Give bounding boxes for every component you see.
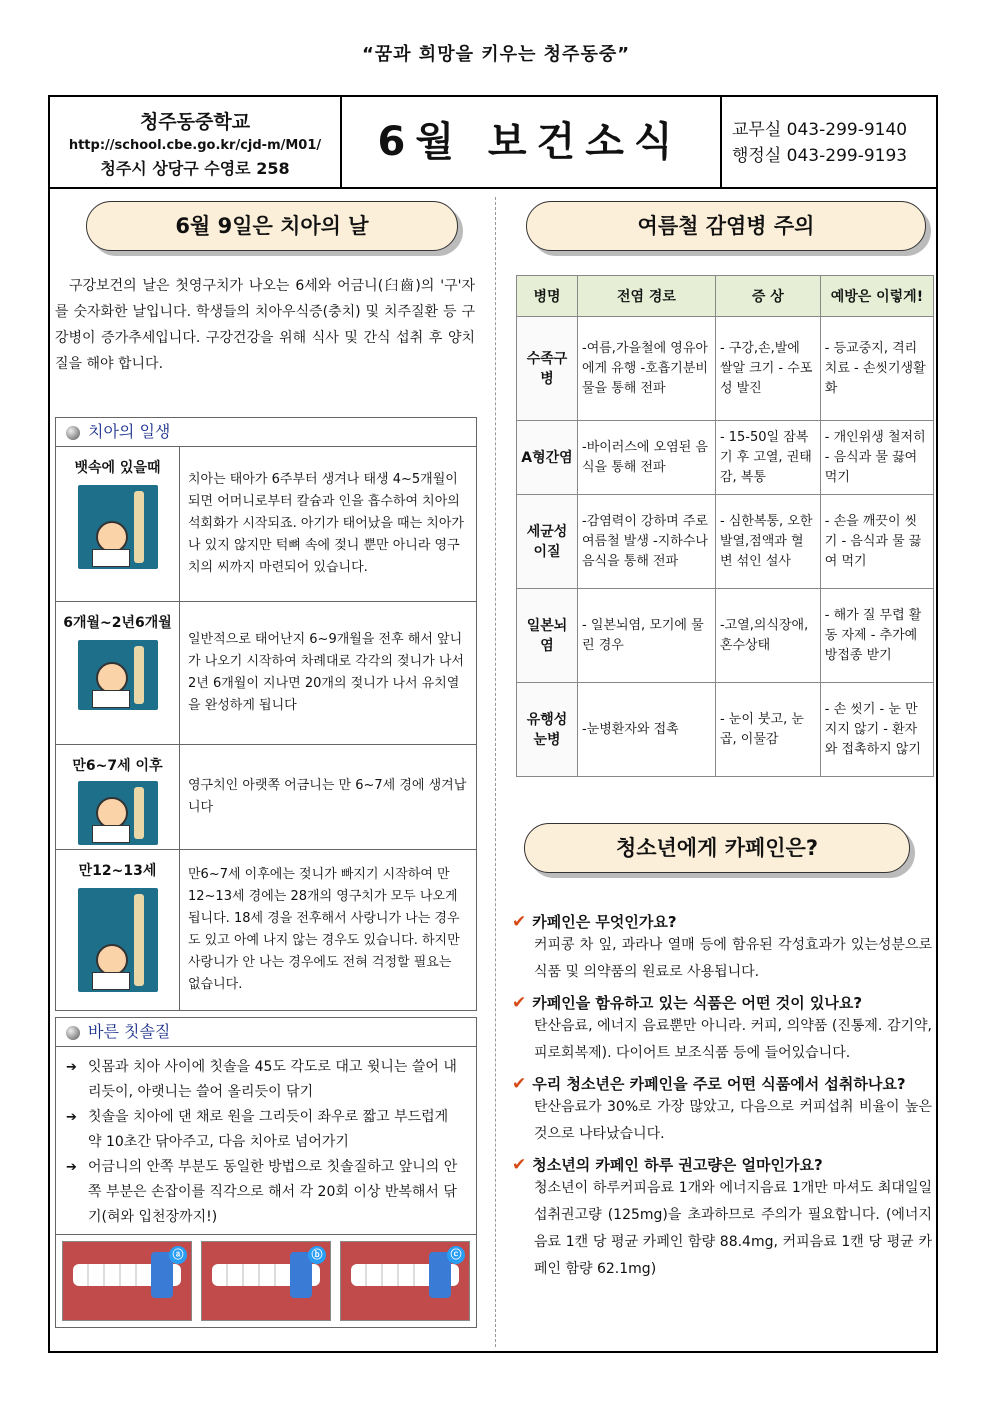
- image-tag: ⓒ: [447, 1246, 465, 1264]
- col-header: 증 상: [715, 276, 820, 317]
- brushing-steps: [56, 1047, 476, 1234]
- disease-name: 수족구병: [517, 317, 578, 421]
- life-stage-label: 만12~13세: [78, 863, 157, 879]
- newsletter-frame: [48, 95, 938, 1353]
- image-tag: ⓑ: [308, 1246, 326, 1264]
- growth-chart-illustration: [78, 888, 158, 992]
- life-text: 영구치인 아랫쪽 어금니는 만 6~7세 경에 생겨납니다: [188, 778, 467, 815]
- disease-name: 일본뇌염: [517, 589, 578, 683]
- table-row: [517, 589, 934, 683]
- infection-table: [516, 275, 934, 777]
- infection-route: - 일본뇌염, 모기에 물린 경우: [578, 589, 716, 683]
- motto: “꿈과 희망을 키우는 청주동중”: [361, 44, 631, 65]
- disease-name: 유행성눈병: [517, 683, 578, 777]
- caffeine-title: 청소년에게 카페인은?: [524, 823, 910, 873]
- brushing-image-b: [201, 1241, 331, 1321]
- phone-admin: 행정실 043-299-9193: [732, 146, 908, 166]
- school-name: 청주동중학교: [139, 111, 251, 133]
- phone-info: [732, 117, 907, 169]
- life-stage-label: 6개월~2년6개월: [63, 615, 172, 631]
- infection-route: -바이러스에 오염된 음식을 통해 전파: [578, 421, 716, 495]
- table-row: [517, 495, 934, 589]
- tooth-day-title: 6월 9일은 치아의 날: [86, 201, 458, 251]
- image-tag: ⓐ: [169, 1246, 187, 1264]
- col-header: 전염 경로: [578, 276, 716, 317]
- brushing-images: [56, 1234, 476, 1327]
- bullet-ball-icon: [66, 426, 80, 440]
- prevention: - 개인위생 철저히 - 음식과 물 끓여 먹기: [820, 421, 933, 495]
- brushing-step: ➔ 어금니의 안쪽 부분도 동일한 방법으로 칫솔질하고 앞니의 안쪽 부분은 손잡이를 직각으로 해서 각 20회 이상 반복해서 닦기(혀와 입천장까지!): [66, 1155, 466, 1230]
- life-text: 일반적으로 태어난지 6~9개월을 전후 해서 앞니가 나오기 시작하여 차례대로 각각의 젖니가 나서 2년 6개월이 지나면 20개의 젖니가 나서 유치열을 완성하게 됩니다: [188, 632, 464, 713]
- life-row: [56, 447, 476, 602]
- table-row: [517, 683, 934, 777]
- life-text: 만6~7세 이후에는 젖니가 빠지기 시작하여 만12~13세 경에는 28개의 영구치가 모두 나오게 됩니다. 18세 경을 전후해서 사랑니가 나는 경우도 있고 아예 나지 않는 경우도 있습니다. 하지만 사랑니가 안 나는 경우에도 전혀 걱정할 필요는 없습니다.: [188, 867, 460, 992]
- phone-office: 교무실 043-299-9140: [732, 120, 908, 140]
- table-row: [517, 317, 934, 421]
- infection-route: -눈병환자와 접촉: [578, 683, 716, 777]
- school-info: [50, 97, 342, 187]
- tooth-life-heading-text: 치아의 일생: [88, 422, 171, 441]
- life-text: 치아는 태아가 6주부터 생겨나 태생 4~5개월이 되면 어머니로부터 칼슘과 인을 흡수하여 치아의 석회화가 시작되죠. 아기가 태어났을 때는 치아가 나 있지 않지만 턱뼈 속에 젖니 뿐만 아니라 영구치의 씨까지 마련되어 있습니다.: [188, 472, 464, 575]
- question-text: 카페인은 무엇인가요?: [532, 913, 677, 931]
- life-stage: [56, 745, 180, 849]
- infection-title: 여름철 감염병 주의: [526, 201, 926, 251]
- caffeine-question: [512, 992, 932, 1013]
- brushing-heading: [56, 1018, 476, 1047]
- brushing-image-c: [340, 1241, 470, 1321]
- caffeine-answer: 탄산음료, 에너지 음료뿐만 아니라. 커피, 의약품 (진통제. 감기약, 피로회복제). 다이어트 보조식품 등에 들어있습니다.: [534, 1018, 932, 1061]
- life-stage-label: 만6~7세 이후: [72, 758, 163, 774]
- bullet-ball-icon: [66, 1026, 80, 1040]
- check-icon: ✔: [512, 912, 527, 932]
- infection-route: -감염력이 강하며 주로 여름철 발생 -지하수나 음식을 통해 전파: [578, 495, 716, 589]
- prevention: - 해가 질 무렵 활동 자제 - 추가예방접종 받기: [820, 589, 933, 683]
- caffeine-question: [512, 911, 932, 932]
- question-text: 우리 청소년은 카페인을 주로 어떤 식품에서 섭취하나요?: [532, 1075, 906, 1093]
- infection-route: -여름,가을철에 영유아에게 유행 -호흡기분비물을 통해 전파: [578, 317, 716, 421]
- prevention: - 손을 깨끗이 씻기 - 음식과 물 끓여 먹기: [820, 495, 933, 589]
- life-row: [56, 850, 476, 1010]
- tooth-day-intro: 구강보건의 날은 첫영구치가 나오는 6세와 어금니(臼齒)의 '구'자를 숫자화한 날입니다. 학생들의 치아우식증(충치) 및 치주질환 등 구강병이 증가추세입니다. 구강건강을 위해 식사 및 간식 섭취 후 양치질을 해야 합니다.: [55, 278, 475, 372]
- life-row: [56, 745, 476, 850]
- col-header: 예방은 이렇게!: [820, 276, 933, 317]
- prevention: - 손 씻기 - 눈 만지지 않기 - 환자와 접촉하지 않기: [820, 683, 933, 777]
- growth-chart-illustration: [78, 640, 158, 710]
- caffeine-answer: 커피콩 차 잎, 과라나 열매 등에 함유된 각성효과가 있는성분으로 식품 및 의약품의 원료로 사용됩니다.: [534, 937, 932, 980]
- tooth-life-box: [55, 417, 477, 1011]
- table-row: [517, 421, 934, 495]
- symptom: - 구강,손,발에 쌀알 크기 - 수포성 발진: [715, 317, 820, 421]
- caffeine-answer: 탄산음료가 30%로 가장 많았고, 다음으로 커피섭취 비율이 높은 것으로 나타났습니다.: [534, 1099, 932, 1142]
- check-icon: ✔: [512, 1074, 527, 1094]
- brushing-step: ➔ 칫솔을 치아에 댄 채로 원을 그리듯이 좌우로 짧고 부드럽게 약 10초간 닦아주고, 다음 치아로 넘어가기: [66, 1105, 466, 1155]
- check-icon: ✔: [512, 1155, 527, 1175]
- school-address: 청주시 상당구 수영로 258: [100, 159, 290, 178]
- symptom: - 15-50일 잠복기 후 고열, 권태감, 복통: [715, 421, 820, 495]
- caffeine-answer: 청소년이 하루커피음료 1개와 에너지음료 1개만 마셔도 최대일일섭취권고량 (125mg)을 초과하므로 주의가 필요합니다. (에너지 음료 1캔 당 평균 카페인 함량 88.4mg, 커피음료 1캔 당 평균 카페인 함량 62.1mg): [534, 1180, 932, 1277]
- school-url[interactable]: http://school.cbe.go.kr/cjd-m/M01/: [68, 138, 322, 153]
- question-text: 청소년의 카페인 하루 권고량은 얼마인가요?: [532, 1156, 823, 1174]
- symptom: - 눈이 붓고, 눈곱, 이물감: [715, 683, 820, 777]
- symptom: - 심한복통, 오한발열,점액과 혈변 섞인 설사: [715, 495, 820, 589]
- symptom: -고열,의식장애, 혼수상태: [715, 589, 820, 683]
- table-header-row: [517, 276, 934, 317]
- tooth-life-heading: [56, 418, 476, 447]
- check-icon: ✔: [512, 993, 527, 1013]
- caffeine-question: [512, 1073, 932, 1094]
- brushing-heading-text: 바른 칫솔질: [88, 1022, 171, 1041]
- disease-name: 세균성이질: [517, 495, 578, 589]
- header: [50, 97, 936, 189]
- prevention: - 등교중지, 격리치료 - 손씻기생활화: [820, 317, 933, 421]
- newsletter-title: 6월 보건소식: [340, 97, 722, 187]
- brushing-image-a: [62, 1241, 192, 1321]
- growth-chart-illustration: [78, 485, 158, 569]
- life-stage: [56, 447, 180, 601]
- growth-chart-illustration: [78, 781, 158, 845]
- brushing-box: [55, 1017, 477, 1328]
- life-stage: [56, 602, 180, 744]
- column-divider: [495, 197, 496, 1347]
- brushing-step: ➔ 잇몸과 치아 사이에 칫솔을 45도 각도로 대고 윗니는 쓸어 내리듯이, 아랫니는 쓸어 올리듯이 닦기: [66, 1055, 466, 1105]
- life-stage: [56, 850, 180, 1010]
- disease-name: A형간염: [517, 421, 578, 495]
- caffeine-qa: [512, 905, 932, 1283]
- caffeine-question: [512, 1154, 932, 1175]
- col-header: 병명: [517, 276, 578, 317]
- question-text: 카페인을 함유하고 있는 식품은 어떤 것이 있나요?: [532, 994, 863, 1012]
- life-stage-label: 뱃속에 있을때: [74, 460, 161, 476]
- life-row: [56, 602, 476, 745]
